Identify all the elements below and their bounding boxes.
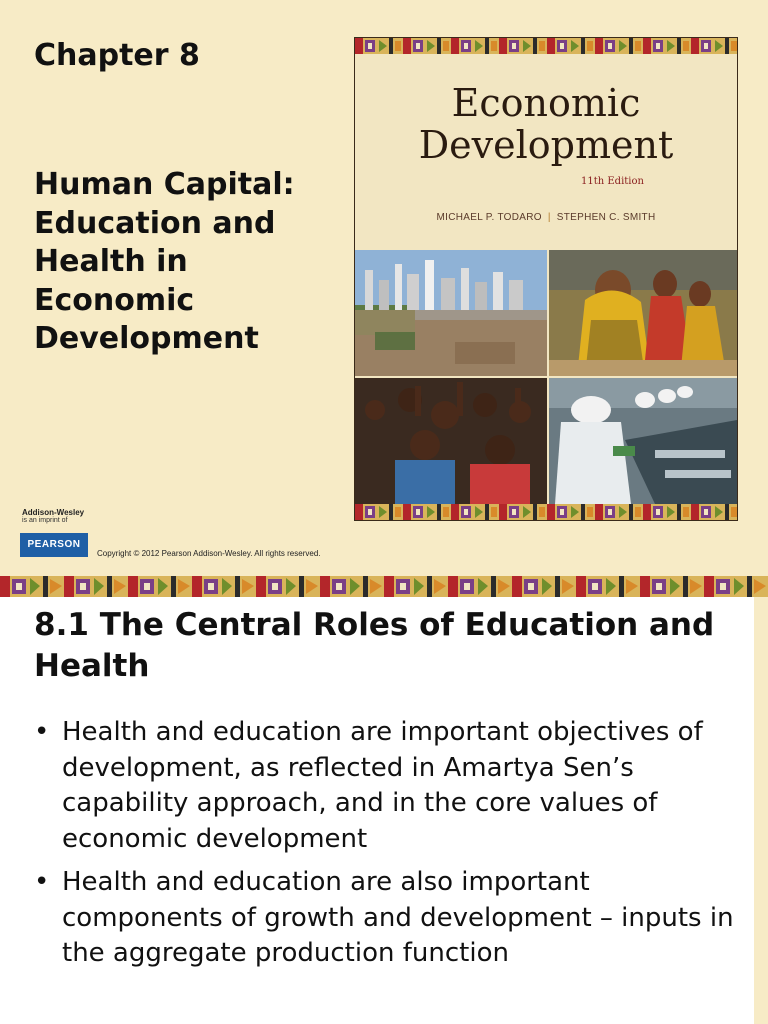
bullet-text: Health and education are important objectives of development, as reflected in Amartya Sen’s capability approach, and in the core values of economic development: [62, 717, 703, 854]
bullet-item: [34, 715, 734, 857]
cover-edition: 11th Edition: [581, 176, 644, 187]
cover-pattern-bottom: [355, 504, 737, 520]
author-2: STEPHEN C. SMITH: [556, 212, 656, 223]
cover-authors: [355, 212, 737, 223]
bullet-marker: •: [34, 867, 50, 897]
imprint-line2: is an imprint of: [22, 517, 68, 524]
cover-photo-collage: [355, 250, 737, 504]
children-raising-hands-photo: [355, 378, 547, 504]
bullet-list: [34, 715, 734, 980]
content-slide: [0, 597, 754, 1024]
author-1: MICHAEL P. TODARO: [436, 212, 542, 223]
city-skyline-photo: [355, 250, 547, 376]
imprint-line1: Addison-Wesley: [22, 508, 85, 517]
factory-workers-photo: [549, 378, 737, 504]
copyright-text: Copyright © 2012 Pearson Addison-Wesley. All rights reserved.: [97, 549, 321, 558]
chapter-number: Chapter 8: [34, 38, 200, 73]
book-cover: [354, 37, 738, 521]
chapter-title: Human Capital: Education and Health in Economic Development: [34, 167, 295, 356]
cover-title-line2: Development: [418, 123, 674, 167]
cover-title-line1: Economic: [451, 81, 641, 125]
cover-pattern-top: [355, 38, 737, 54]
bullet-text: Health and education are also important components of growth and development – inputs in the aggregate production function: [62, 867, 734, 968]
section-title: 8.1 The Central Roles of Education and Health: [34, 607, 715, 684]
pattern-divider: [0, 576, 768, 597]
author-separator: |: [547, 212, 551, 223]
right-edge-strip: [754, 597, 768, 1024]
pearson-logo: PEARSON: [20, 533, 88, 557]
bullet-marker: •: [34, 717, 50, 747]
bullet-item: [34, 865, 734, 972]
cover-title: [355, 82, 737, 166]
women-in-sarees-photo: [549, 250, 737, 376]
publisher-imprint: [22, 508, 84, 524]
